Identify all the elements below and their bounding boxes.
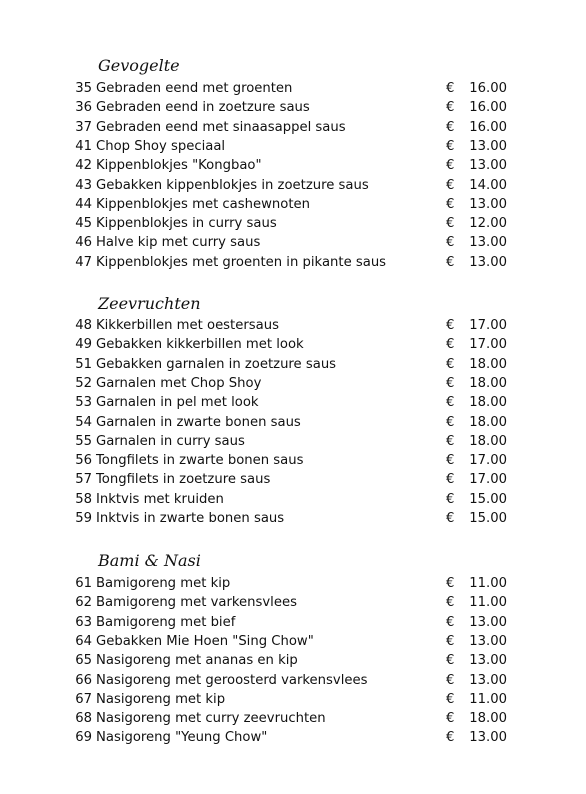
item-price: 13.00 xyxy=(469,633,507,649)
menu-item xyxy=(0,335,586,354)
item-number: 65 xyxy=(75,653,92,669)
item-name: Kippenblokjes met cashewnoten xyxy=(96,196,310,212)
item-number: 44 xyxy=(75,196,92,212)
menu-item xyxy=(0,393,586,412)
item-number: 53 xyxy=(75,395,92,411)
menu-item xyxy=(0,432,586,451)
menu-item xyxy=(0,690,586,709)
item-price: 14.00 xyxy=(469,177,507,193)
item-price: 13.00 xyxy=(469,653,507,669)
item-price: 13.00 xyxy=(469,235,507,251)
item-name: Nasigoreng "Yeung Chow" xyxy=(96,730,268,746)
item-name: Kippenblokjes in curry saus xyxy=(96,216,277,232)
item-price: 13.00 xyxy=(469,138,507,154)
menu-item xyxy=(0,374,586,393)
item-currency: € xyxy=(446,356,455,372)
item-name: Gebraden eend in zoetzure saus xyxy=(96,100,310,116)
item-currency: € xyxy=(446,491,455,507)
item-currency: € xyxy=(446,158,455,174)
item-name: Garnalen in zwarte bonen saus xyxy=(96,414,301,430)
item-name: Halve kip met curry saus xyxy=(96,235,261,251)
item-currency: € xyxy=(446,614,455,630)
menu-item xyxy=(0,709,586,728)
item-number: 57 xyxy=(75,472,92,488)
item-name: Nasigoreng met geroosterd varkensvlees xyxy=(96,672,368,688)
menu-item xyxy=(0,214,586,233)
item-number: 46 xyxy=(75,235,92,251)
item-price: 18.00 xyxy=(469,711,507,727)
menu-item xyxy=(0,632,586,651)
item-currency: € xyxy=(446,433,455,449)
item-number: 63 xyxy=(75,614,92,630)
item-name: Garnalen met Chop Shoy xyxy=(96,375,262,391)
item-currency: € xyxy=(446,216,455,232)
item-name: Kippenblokjes met groenten in pikante saus xyxy=(96,254,387,270)
item-price: 11.00 xyxy=(469,595,507,611)
item-number: 45 xyxy=(75,216,92,232)
item-number: 56 xyxy=(75,453,92,469)
item-currency: € xyxy=(446,730,455,746)
item-number: 62 xyxy=(75,595,92,611)
item-name: Chop Shoy speciaal xyxy=(96,138,226,154)
menu-item xyxy=(0,195,586,214)
item-name: Nasigoreng met kip xyxy=(96,691,226,707)
item-currency: € xyxy=(446,235,455,251)
item-number: 47 xyxy=(75,254,92,270)
item-currency: € xyxy=(446,138,455,154)
item-price: 13.00 xyxy=(469,196,507,212)
item-price: 15.00 xyxy=(469,491,507,507)
item-currency: € xyxy=(446,472,455,488)
item-number: 66 xyxy=(75,672,92,688)
item-name: Garnalen in pel met look xyxy=(96,395,259,411)
item-name: Bamigoreng met bief xyxy=(96,614,236,630)
item-number: 61 xyxy=(75,576,92,591)
item-number: 36 xyxy=(75,100,92,116)
item-number: 59 xyxy=(75,511,92,526)
item-price: 18.00 xyxy=(469,356,507,372)
menu-item xyxy=(0,613,586,632)
item-number: 58 xyxy=(75,491,92,507)
item-currency: € xyxy=(446,119,455,135)
item-number: 41 xyxy=(75,138,92,154)
section-title: Gevogelte xyxy=(98,56,180,75)
menu-item xyxy=(0,118,586,137)
item-name: Inktvis met kruiden xyxy=(96,491,224,507)
item-price: 16.00 xyxy=(469,81,507,96)
menu-item xyxy=(0,728,586,747)
item-currency: € xyxy=(446,375,455,391)
menu-item xyxy=(0,651,586,670)
item-currency: € xyxy=(446,453,455,469)
item-price: 13.00 xyxy=(469,672,507,688)
item-number: 55 xyxy=(75,433,92,449)
item-price: 18.00 xyxy=(469,395,507,411)
item-currency: € xyxy=(446,595,455,611)
item-number: 68 xyxy=(75,711,92,727)
item-currency: € xyxy=(446,653,455,669)
item-currency: € xyxy=(446,511,455,526)
item-number: 37 xyxy=(75,119,92,135)
menu-item xyxy=(0,156,586,175)
section-title: Bami & Nasi xyxy=(98,551,201,570)
item-number: 42 xyxy=(75,158,92,174)
item-price: 16.00 xyxy=(469,119,507,135)
item-currency: € xyxy=(446,691,455,707)
item-price: 13.00 xyxy=(469,730,507,746)
item-price: 13.00 xyxy=(469,254,507,270)
item-number: 52 xyxy=(75,375,92,391)
item-number: 43 xyxy=(75,177,92,193)
item-number: 67 xyxy=(75,691,92,707)
item-price: 13.00 xyxy=(469,158,507,174)
item-currency: € xyxy=(446,100,455,116)
item-name: Gebakken kippenblokjes in zoetzure saus xyxy=(96,177,369,193)
item-currency: € xyxy=(446,177,455,193)
item-price: 17.00 xyxy=(469,318,507,333)
menu-item xyxy=(0,470,586,489)
item-currency: € xyxy=(446,395,455,411)
menu-item xyxy=(0,176,586,195)
item-name: Kikkerbillen met oestersaus xyxy=(96,318,279,333)
item-price: 18.00 xyxy=(469,414,507,430)
item-currency: € xyxy=(446,414,455,430)
item-price: 17.00 xyxy=(469,472,507,488)
item-price: 13.00 xyxy=(469,614,507,630)
menu-item xyxy=(0,413,586,432)
item-currency: € xyxy=(446,337,455,353)
item-price: 18.00 xyxy=(469,433,507,449)
menu-item xyxy=(0,233,586,252)
item-currency: € xyxy=(446,81,455,96)
item-name: Gebraden eend met sinaasappel saus xyxy=(96,119,346,135)
menu-item xyxy=(0,316,586,335)
item-name: Tongfilets in zwarte bonen saus xyxy=(96,453,304,469)
item-name: Bamigoreng met varkensvlees xyxy=(96,595,297,611)
item-name: Gebakken kikkerbillen met look xyxy=(96,337,304,353)
item-currency: € xyxy=(446,254,455,270)
menu-item xyxy=(0,574,586,593)
menu-item xyxy=(0,98,586,117)
item-number: 49 xyxy=(75,337,92,353)
menu-item xyxy=(0,79,586,98)
item-price: 11.00 xyxy=(469,691,507,707)
item-price: 15.00 xyxy=(469,511,507,526)
menu-item xyxy=(0,671,586,690)
menu-item xyxy=(0,137,586,156)
item-name: Gebakken Mie Hoen "Sing Chow" xyxy=(96,633,314,649)
menu-item xyxy=(0,451,586,470)
item-name: Kippenblokjes "Kongbao" xyxy=(96,158,262,174)
item-number: 54 xyxy=(75,414,92,430)
menu-item xyxy=(0,253,586,272)
item-currency: € xyxy=(446,672,455,688)
item-currency: € xyxy=(446,576,455,591)
menu-item xyxy=(0,509,586,528)
item-price: 11.00 xyxy=(469,576,507,591)
item-number: 51 xyxy=(75,356,92,372)
menu-item xyxy=(0,593,586,612)
item-name: Nasigoreng met curry zeevruchten xyxy=(96,711,326,727)
item-name: Gebraden eend met groenten xyxy=(96,81,293,96)
item-currency: € xyxy=(446,196,455,212)
item-name: Garnalen in curry saus xyxy=(96,433,245,449)
item-number: 35 xyxy=(75,81,92,96)
item-currency: € xyxy=(446,711,455,727)
item-currency: € xyxy=(446,633,455,649)
item-number: 64 xyxy=(75,633,92,649)
item-currency: € xyxy=(446,318,455,333)
section-title: Zeevruchten xyxy=(98,294,201,313)
item-name: Bamigoreng met kip xyxy=(96,576,231,591)
item-price: 18.00 xyxy=(469,375,507,391)
item-number: 48 xyxy=(75,318,92,333)
menu-item xyxy=(0,490,586,509)
item-price: 17.00 xyxy=(469,453,507,469)
menu-item xyxy=(0,355,586,374)
item-price: 12.00 xyxy=(469,216,507,232)
item-number: 69 xyxy=(75,730,92,746)
item-price: 16.00 xyxy=(469,100,507,116)
item-name: Gebakken garnalen in zoetzure saus xyxy=(96,356,337,372)
item-price: 17.00 xyxy=(469,337,507,353)
item-name: Tongfilets in zoetzure saus xyxy=(96,472,271,488)
item-name: Nasigoreng met ananas en kip xyxy=(96,653,298,669)
item-name: Inktvis in zwarte bonen saus xyxy=(96,511,285,526)
